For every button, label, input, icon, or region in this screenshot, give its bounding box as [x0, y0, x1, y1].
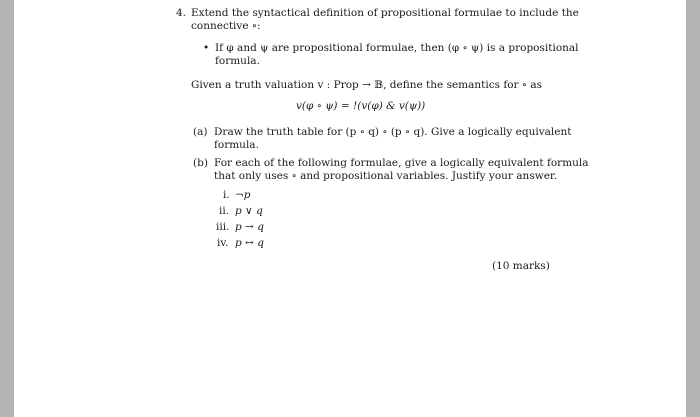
intro-line-2: connective ∘: [191, 20, 261, 32]
subpart-label: ii. [219, 205, 230, 217]
part-b-line-2: that only uses ∘ and propositional variables. Justify your answer. [214, 170, 558, 182]
part-a-line-2: formula. [214, 139, 259, 151]
document-page [14, 0, 686, 417]
subpart-formula: p ∨ q [235, 205, 263, 217]
subpart-formula: p ↔ q [235, 237, 264, 249]
part-a-line-1: Draw the truth table for (p ∘ q) ∘ (p ∘ q). Give a logically equivalent [214, 126, 572, 138]
bullet-line-2: formula. [215, 55, 260, 67]
marks-label: (10 marks) [492, 260, 550, 272]
question-number: 4. [176, 7, 187, 19]
subpart-formula: ¬p [235, 189, 251, 201]
subpart-label: i. [223, 189, 230, 201]
part-b-label: (b) [193, 157, 208, 169]
subpart-label: iv. [217, 237, 229, 249]
given-line: Given a truth valuation v : Prop → 𝔹, define the semantics for ∘ as [191, 79, 543, 91]
part-a-label: (a) [193, 126, 208, 138]
subpart-formula: p → q [235, 221, 264, 233]
semantics-equation: v(φ ∘ ψ) = !(v(φ) & v(ψ)) [296, 100, 426, 112]
subpart-label: iii. [216, 221, 230, 233]
part-b-line-1: For each of the following formulae, give a logically equivalent formula [214, 157, 589, 169]
intro-line-1: Extend the syntactical definition of propositional formulae to include the [191, 7, 579, 19]
bullet-icon: • [203, 42, 210, 54]
bullet-line-1: If φ and ψ are propositional formulae, then (φ ∘ ψ) is a propositional [215, 42, 579, 54]
